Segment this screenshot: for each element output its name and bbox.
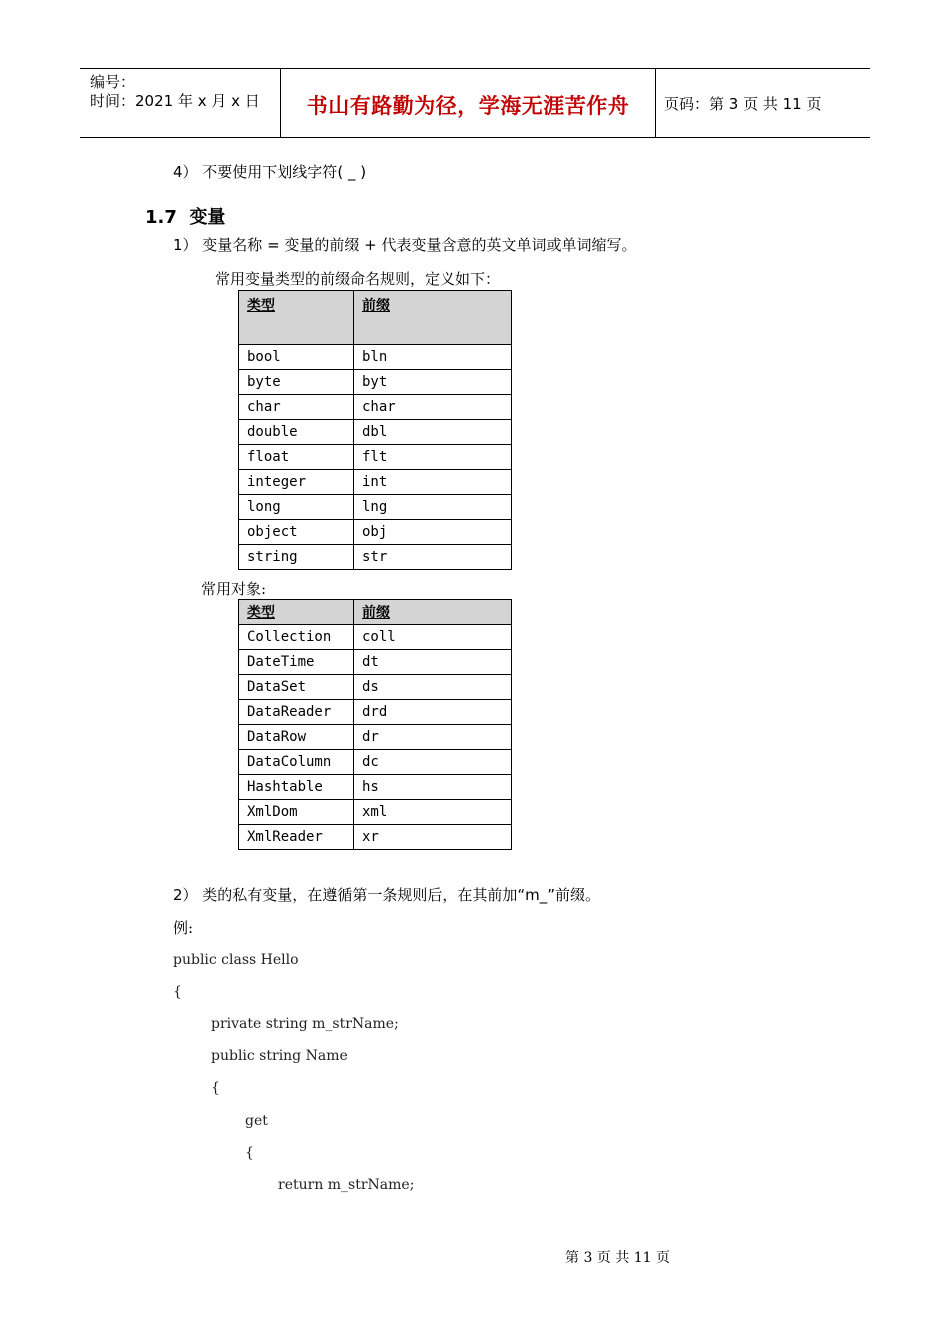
prefix-cell: char <box>354 395 512 420</box>
section-title: 变量 <box>189 207 226 228</box>
page-footer: 第 3 页 共 11 页 <box>565 1250 670 1266</box>
header-motto-cell <box>280 69 656 137</box>
type-cell: DataRow <box>239 725 354 750</box>
header-number-label: 编号： <box>90 73 136 91</box>
object-prefix-table <box>238 599 512 850</box>
table-row <box>239 395 512 420</box>
prefix-cell: xr <box>354 825 512 850</box>
code-line: { <box>211 1080 220 1096</box>
table-row <box>239 800 512 825</box>
table-row <box>239 700 512 725</box>
type-cell: DataReader <box>239 700 354 725</box>
header-time-label: 时间：2021 年 x 月 x 日 <box>90 92 260 110</box>
column-header-prefix: 前缀 <box>354 600 512 625</box>
table-row <box>239 650 512 675</box>
table-row <box>239 345 512 370</box>
code-line: public string Name <box>211 1048 348 1064</box>
section-number: 1.7 <box>145 207 177 228</box>
table-row <box>239 520 512 545</box>
type-cell: DataSet <box>239 675 354 700</box>
type-cell: char <box>239 395 354 420</box>
header-page-cell <box>655 69 870 137</box>
prefix-cell: lng <box>354 495 512 520</box>
prefix-cell: ds <box>354 675 512 700</box>
type-cell: DateTime <box>239 650 354 675</box>
table1-caption: 常用变量类型的前缀命名规则，定义如下： <box>215 270 501 288</box>
column-header-type: 类型 <box>239 600 354 625</box>
table-row <box>239 470 512 495</box>
prefix-cell: hs <box>354 775 512 800</box>
type-cell: XmlReader <box>239 825 354 850</box>
type-cell: Hashtable <box>239 775 354 800</box>
type-cell: Collection <box>239 625 354 650</box>
table-row <box>239 445 512 470</box>
table-row <box>239 750 512 775</box>
column-header-type: 类型 <box>239 291 354 345</box>
code-line: private string m_strName; <box>211 1016 399 1032</box>
type-cell: long <box>239 495 354 520</box>
table-header-row <box>239 600 512 625</box>
prefix-cell: dbl <box>354 420 512 445</box>
rule-2: 2） 类的私有变量，在遵循第一条规则后，在其前加“m_”前缀。 <box>173 886 600 904</box>
prefix-cell: flt <box>354 445 512 470</box>
prefix-cell: dc <box>354 750 512 775</box>
list-item-4: 4） 不要使用下划线字符( _ ) <box>173 163 367 181</box>
table-row <box>239 825 512 850</box>
type-cell: byte <box>239 370 354 395</box>
type-cell: string <box>239 545 354 570</box>
table2-caption: 常用对象: <box>201 580 267 598</box>
code-line: get <box>245 1113 268 1129</box>
header-motto: 书山有路勤为径，学海无涯苦作舟 <box>306 94 630 118</box>
type-cell: integer <box>239 470 354 495</box>
prefix-cell: drd <box>354 700 512 725</box>
type-cell: double <box>239 420 354 445</box>
type-cell: bool <box>239 345 354 370</box>
page-header <box>80 68 870 138</box>
type-cell: XmlDom <box>239 800 354 825</box>
prefix-cell: obj <box>354 520 512 545</box>
table-row <box>239 675 512 700</box>
prefix-cell: byt <box>354 370 512 395</box>
column-header-prefix: 前缀 <box>354 291 512 345</box>
prefix-cell: dt <box>354 650 512 675</box>
type-cell: DataColumn <box>239 750 354 775</box>
table-row <box>239 625 512 650</box>
table-row <box>239 775 512 800</box>
table-row <box>239 420 512 445</box>
type-cell: object <box>239 520 354 545</box>
code-line: { <box>173 984 182 1000</box>
table-header-row <box>239 291 512 345</box>
table-row <box>239 495 512 520</box>
table-row <box>239 545 512 570</box>
prefix-cell: bln <box>354 345 512 370</box>
prefix-cell: str <box>354 545 512 570</box>
code-line: public class Hello <box>173 952 299 968</box>
prefix-cell: dr <box>354 725 512 750</box>
prefix-cell: xml <box>354 800 512 825</box>
prefix-cell: coll <box>354 625 512 650</box>
example-label: 例: <box>173 919 194 937</box>
header-meta-cell <box>80 69 280 137</box>
section-heading <box>145 203 225 229</box>
header-page-info: 页码：第 3 页 共 11 页 <box>664 95 822 113</box>
table-row <box>239 370 512 395</box>
variable-prefix-table <box>238 290 512 570</box>
prefix-cell: int <box>354 470 512 495</box>
table-row <box>239 725 512 750</box>
code-line: return m_strName; <box>278 1177 415 1193</box>
code-line: { <box>245 1145 254 1161</box>
type-cell: float <box>239 445 354 470</box>
rule-1: 1） 变量名称 = 变量的前缀 + 代表变量含意的英文单词或单词缩写。 <box>173 236 637 254</box>
